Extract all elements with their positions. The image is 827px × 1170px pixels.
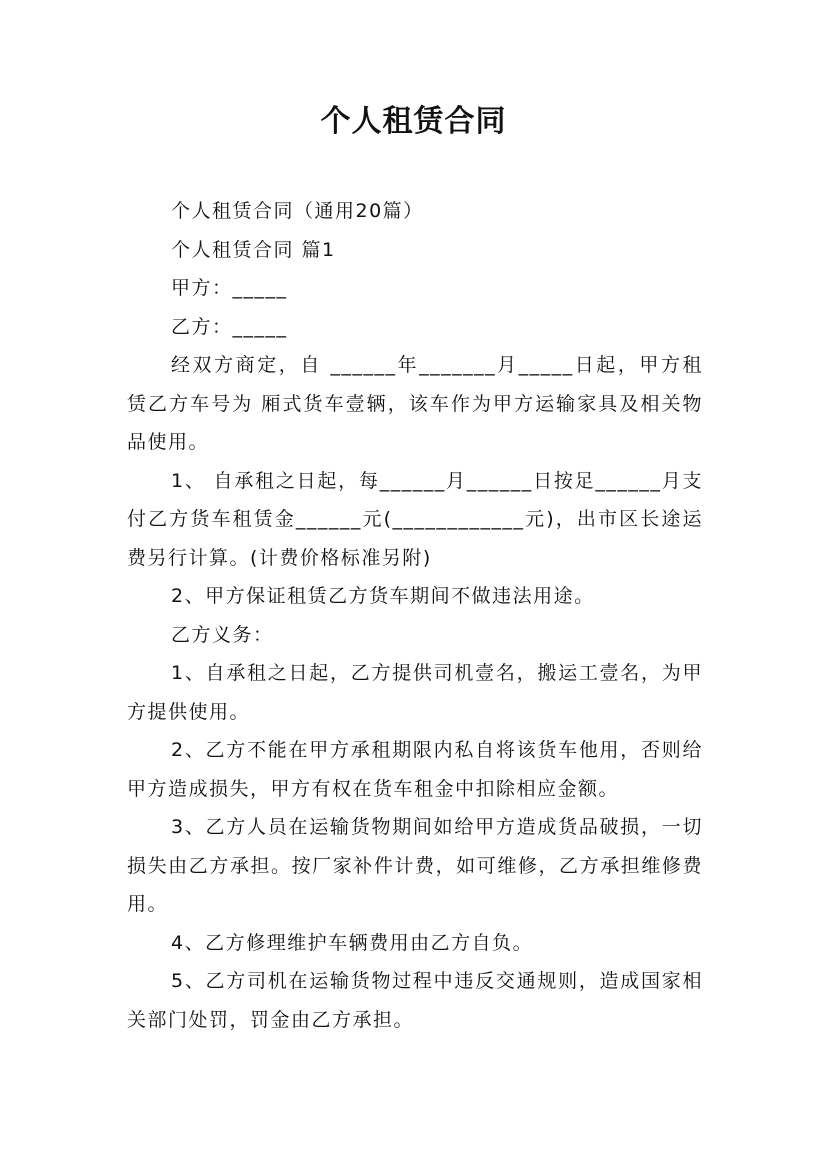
party-a-line: 甲方：_____ (171, 277, 288, 299)
paragraph-clause-1: 1、 自承租之日起，每______月______日按足______月支付乙方货车租赁金______元(____________元)，出市区长途运费另行计算。(计费价格标准另附) (127, 469, 703, 569)
paragraph-duty-4: 4、乙方修理维护车辆费用由乙方自负。 (171, 931, 534, 954)
paragraph-duty-2: 2、乙方不能在甲方承租期限内私自将该货车他用，否则给甲方造成损失，甲方有权在货车租金中扣除相应金额。 (127, 739, 703, 800)
paragraph-duty-3: 3、乙方人员在运输货物期间如给甲方造成货品破损，一切损失由乙方承担。按厂家补件计费，如可维修，乙方承担维修费用。 (127, 816, 703, 915)
subtitle: 个人租赁合同（通用20篇） (171, 200, 424, 222)
section-heading: 个人租赁合同 篇1 (171, 238, 336, 261)
party-b-duties-heading: 乙方义务： (171, 623, 274, 646)
document-body (127, 192, 703, 1039)
paragraph-duty-5: 5、乙方司机在运输货物过程中违反交通规则，造成国家相关部门处罚，罚金由乙方承担。 (127, 970, 703, 1031)
paragraph-clause-2: 2、甲方保证租赁乙方货车期间不做违法用途。 (171, 585, 595, 607)
paragraph-agreement: 经双方商定，自 ______年_______月_____日起，甲方租赁乙方车号为 厢式货车壹辆，该车作为甲方运输家具及相关物品使用。 (127, 354, 703, 453)
paragraph-duty-1: 1、自承租之日起，乙方提供司机壹名，搬运工壹名，为甲方提供使用。 (127, 662, 703, 723)
party-b-line: 乙方：_____ (171, 315, 288, 338)
document-title: 个人租赁合同 (320, 104, 507, 139)
